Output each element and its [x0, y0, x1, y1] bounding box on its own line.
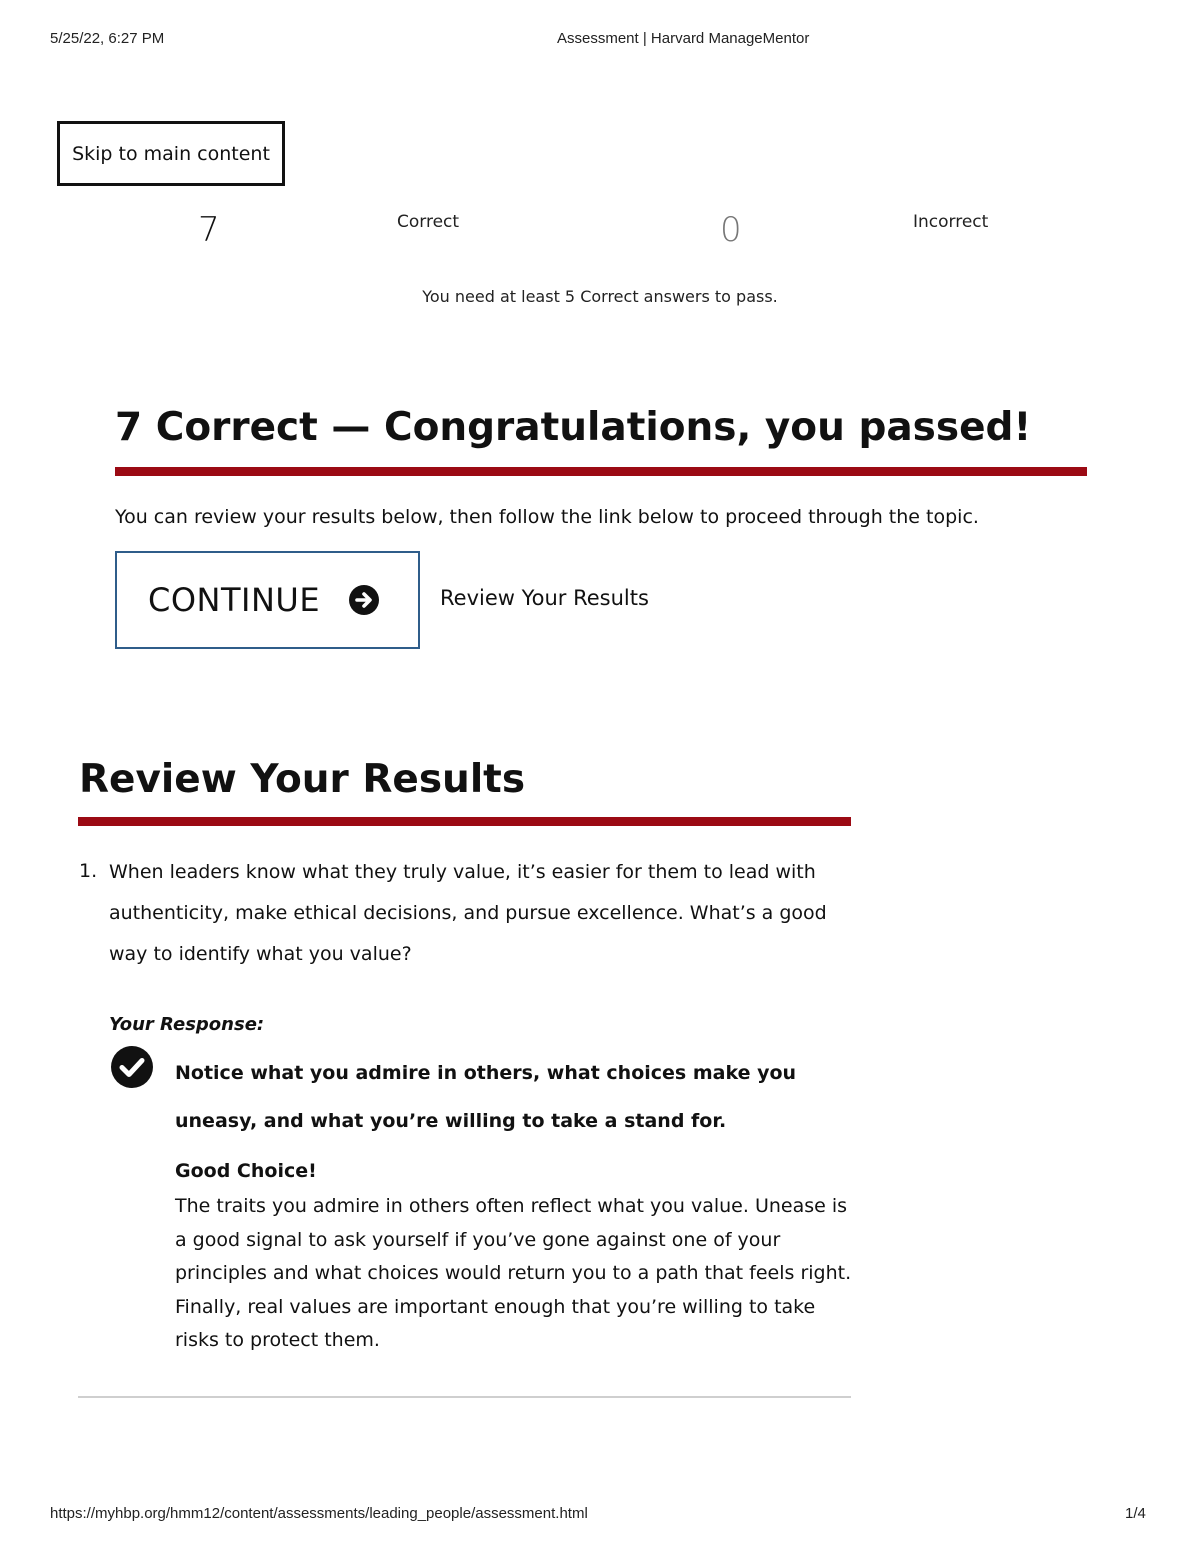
- pass-requirement-note: You need at least 5 Correct answers to pass.: [422, 287, 778, 306]
- correct-label: Correct: [397, 212, 460, 232]
- print-page-title: Assessment | Harvard ManageMentor: [557, 30, 810, 47]
- selected-answer: Notice what you admire in others, what choices make you uneasy, and what you’re willing to take a stand for.: [175, 1062, 797, 1132]
- incorrect-count: 0: [720, 210, 742, 250]
- feedback-title: Good Choice!: [175, 1160, 317, 1182]
- your-response-label: Your Response:: [109, 1014, 265, 1035]
- section-divider: [78, 817, 851, 826]
- correct-count: 7: [198, 210, 220, 250]
- question-divider: [78, 1396, 851, 1398]
- result-heading: 7 Correct — Congratulations, you passed!: [115, 405, 1032, 450]
- skip-to-main-content-link[interactable]: Skip to main content: [57, 121, 285, 186]
- heading-divider: [115, 467, 1087, 476]
- arrow-right-circle-icon: [348, 584, 380, 616]
- question-text: When leaders know what they truly value, it’s easier for them to lead with authenticity, make ethical decisions, and pursue excellence. What’s a good way to identify what you value?: [109, 861, 827, 965]
- feedback-text: The traits you admire in others often reflect what you value. Unease is a good signal to ask yourself if you’ve gone against one of your principles and what choices would return you to a path that feels right. Finally, real values are important enough that you’re willing to take risks to protect them.: [175, 1195, 852, 1351]
- print-page-number: 1/4: [1125, 1505, 1146, 1522]
- continue-button[interactable]: [115, 551, 420, 649]
- print-date: 5/25/22, 6:27 PM: [50, 30, 165, 47]
- continue-button-label: CONTINUE: [148, 581, 321, 619]
- print-url: https://myhbp.org/hmm12/content/assessments/leading_people/assessment.html: [50, 1505, 588, 1522]
- review-section-heading: Review Your Results: [79, 757, 526, 802]
- review-intro-text: You can review your results below, then follow the link below to proceed through the topic.: [115, 506, 979, 528]
- incorrect-label: Incorrect: [913, 212, 989, 232]
- question-number: 1.: [79, 860, 98, 882]
- checkmark-circle-icon: [110, 1045, 154, 1089]
- review-results-link[interactable]: Review Your Results: [440, 586, 649, 610]
